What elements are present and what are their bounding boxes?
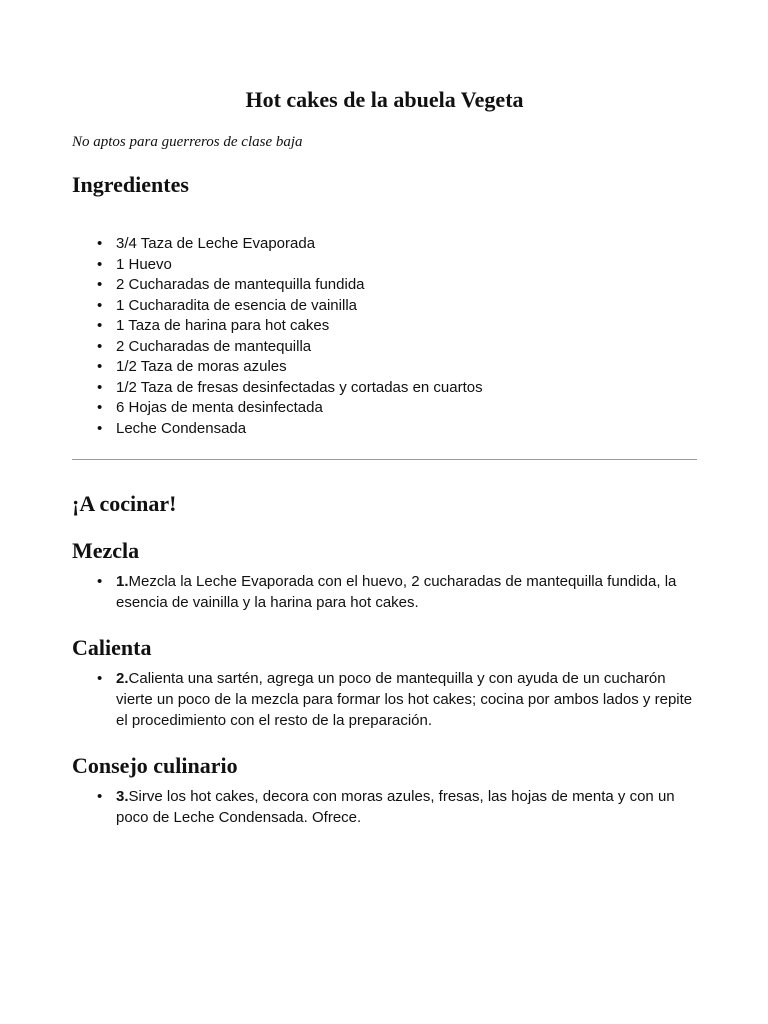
ingredients-list bbox=[72, 234, 697, 439]
ingredient-item: • 2 Cucharadas de mantequilla bbox=[72, 337, 697, 358]
ingredient-item: • 1 Huevo bbox=[72, 255, 697, 276]
ingredient-item: • 1/2 Taza de fresas desinfectadas y cortadas en cuartos bbox=[72, 378, 697, 399]
step-number: 3. bbox=[116, 788, 129, 805]
step-text: Sirve los hot cakes, decora con moras azules, fresas, las hojas de menta y con un poco de Leche Condensada. Ofrece. bbox=[116, 788, 675, 826]
step-item bbox=[72, 668, 697, 731]
step-heading-consejo: Consejo culinario bbox=[72, 753, 238, 778]
ingredient-item: • 1/2 Taza de moras azules bbox=[72, 357, 697, 378]
page-subtitle: No aptos para guerreros de clase baja bbox=[72, 134, 303, 150]
ingredient-item: • 6 Hojas de menta desinfectada bbox=[72, 398, 697, 419]
ingredients-heading: Ingredientes bbox=[72, 172, 189, 197]
ingredient-item: • Leche Condensada bbox=[72, 419, 697, 440]
step-item bbox=[72, 786, 697, 828]
ingredient-item: • 1 Taza de harina para hot cakes bbox=[72, 316, 697, 337]
step-list-mezcla bbox=[72, 571, 697, 613]
step-number: 2. bbox=[116, 670, 129, 687]
step-heading-calienta: Calienta bbox=[72, 635, 152, 660]
step-number: 1. bbox=[116, 573, 129, 590]
step-heading-mezcla: Mezcla bbox=[72, 538, 140, 563]
ingredient-item: • 3/4 Taza de Leche Evaporada bbox=[72, 234, 697, 255]
step-text: Calienta una sartén, agrega un poco de mantequilla y con ayuda de un cucharón vierte un poco de la mezcla para formar los hot cakes; cocina por ambos lados y repite el procedimiento con el resto de la preparación. bbox=[116, 670, 693, 729]
step-list-calienta bbox=[72, 668, 697, 731]
step-list-consejo bbox=[72, 786, 697, 828]
page-title: Hot cakes de la abuela Vegeta bbox=[245, 87, 524, 112]
section-divider bbox=[72, 459, 697, 460]
ingredient-item: • 1 Cucharadita de esencia de vainilla bbox=[72, 296, 697, 317]
cooking-heading: ¡A cocinar! bbox=[72, 491, 177, 516]
step-text: Mezcla la Leche Evaporada con el huevo, 2 cucharadas de mantequilla fundida, la esencia de vainilla y la harina para hot cakes. bbox=[116, 573, 677, 611]
step-item bbox=[72, 571, 697, 613]
ingredient-item: • 2 Cucharadas de mantequilla fundida bbox=[72, 275, 697, 296]
